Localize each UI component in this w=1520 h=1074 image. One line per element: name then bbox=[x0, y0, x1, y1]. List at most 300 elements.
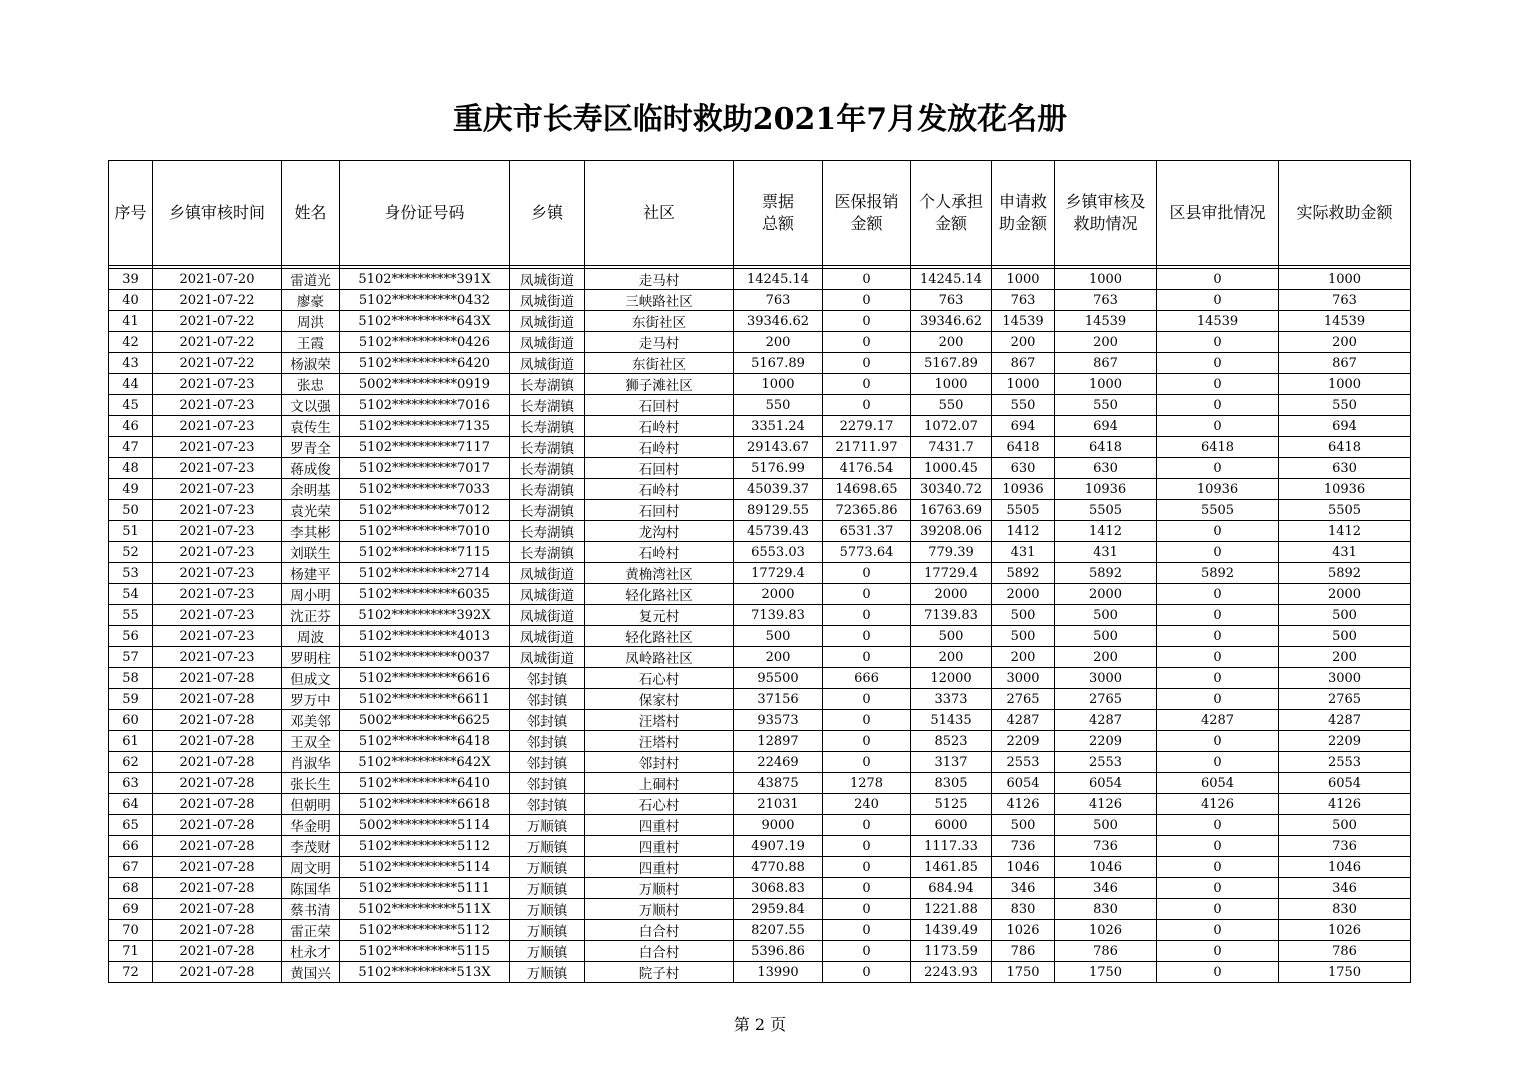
col-index-cell: 58 bbox=[109, 668, 153, 689]
col-personal-borne-cell: 1439.49 bbox=[911, 920, 992, 941]
col-requested-amount-cell: 6054 bbox=[992, 773, 1055, 794]
col-town-cell: 长寿湖镇 bbox=[510, 479, 585, 500]
col-insurance-reimbursed-cell: 0 bbox=[823, 857, 911, 878]
col-requested-amount-cell: 736 bbox=[992, 836, 1055, 857]
col-review-date-cell: 2021-07-28 bbox=[153, 731, 282, 752]
col-review-date-cell: 2021-07-23 bbox=[153, 584, 282, 605]
col-bill-total-cell: 93573 bbox=[734, 710, 823, 731]
col-name-cell: 陈国华 bbox=[282, 878, 340, 899]
col-county-approval-cell: 0 bbox=[1157, 920, 1279, 941]
col-town-cell: 邻封镇 bbox=[510, 668, 585, 689]
col-requested-amount-cell: 10936 bbox=[992, 479, 1055, 500]
col-bill-total-cell: 43875 bbox=[734, 773, 823, 794]
col-bill-total-cell: 29143.67 bbox=[734, 437, 823, 458]
col-insurance-reimbursed-cell: 0 bbox=[823, 710, 911, 731]
col-insurance-reimbursed-cell: 0 bbox=[823, 962, 911, 983]
table-row bbox=[109, 605, 1411, 626]
col-bill-total-cell: 45039.37 bbox=[734, 479, 823, 500]
col-county-approval-cell: 0 bbox=[1157, 353, 1279, 374]
col-actual-amount-cell: 4126 bbox=[1279, 794, 1411, 815]
col-review-date-cell: 2021-07-28 bbox=[153, 920, 282, 941]
table-row bbox=[109, 290, 1411, 311]
col-insurance-reimbursed-cell: 0 bbox=[823, 899, 911, 920]
col-insurance-reimbursed-cell: 0 bbox=[823, 836, 911, 857]
col-town-review-cell: 5892 bbox=[1055, 563, 1157, 584]
col-personal-borne-header: 个人承担 金额 bbox=[911, 161, 992, 266]
col-personal-borne-cell: 3373 bbox=[911, 689, 992, 710]
col-bill-total-cell: 4907.19 bbox=[734, 836, 823, 857]
col-personal-borne-cell: 1173.59 bbox=[911, 941, 992, 962]
col-insurance-reimbursed-cell: 0 bbox=[823, 374, 911, 395]
col-town-review-cell: 14539 bbox=[1055, 311, 1157, 332]
col-bill-total-cell: 2000 bbox=[734, 584, 823, 605]
col-review-date-cell: 2021-07-23 bbox=[153, 542, 282, 563]
col-town-cell: 凤城街道 bbox=[510, 311, 585, 332]
col-community-cell: 石心村 bbox=[585, 794, 734, 815]
col-actual-amount-cell: 431 bbox=[1279, 542, 1411, 563]
col-personal-borne-cell: 7431.7 bbox=[911, 437, 992, 458]
col-review-date-cell: 2021-07-23 bbox=[153, 647, 282, 668]
col-insurance-reimbursed-cell: 0 bbox=[823, 626, 911, 647]
col-insurance-reimbursed-cell: 0 bbox=[823, 332, 911, 353]
col-bill-total-cell: 8207.55 bbox=[734, 920, 823, 941]
col-index-cell: 57 bbox=[109, 647, 153, 668]
table-row bbox=[109, 269, 1411, 290]
col-town-cell: 凤城街道 bbox=[510, 584, 585, 605]
col-county-approval-cell: 5892 bbox=[1157, 563, 1279, 584]
col-town-cell: 万顺镇 bbox=[510, 962, 585, 983]
col-bill-total-cell: 9000 bbox=[734, 815, 823, 836]
col-name-cell: 李其彬 bbox=[282, 521, 340, 542]
col-personal-borne-cell: 779.39 bbox=[911, 542, 992, 563]
col-personal-borne-cell: 1461.85 bbox=[911, 857, 992, 878]
col-county-approval-cell: 0 bbox=[1157, 668, 1279, 689]
col-bill-total-cell: 500 bbox=[734, 626, 823, 647]
col-personal-borne-cell: 6000 bbox=[911, 815, 992, 836]
col-bill-total-cell: 14245.14 bbox=[734, 269, 823, 290]
col-town-cell: 万顺镇 bbox=[510, 878, 585, 899]
table-row bbox=[109, 416, 1411, 437]
col-review-date-cell: 2021-07-23 bbox=[153, 500, 282, 521]
col-town-review-cell: 4287 bbox=[1055, 710, 1157, 731]
col-personal-borne-cell: 8523 bbox=[911, 731, 992, 752]
col-town-review-cell: 4126 bbox=[1055, 794, 1157, 815]
col-insurance-reimbursed-cell: 0 bbox=[823, 563, 911, 584]
col-id-number-cell: 5102**********5114 bbox=[340, 857, 510, 878]
col-town-review-cell: 736 bbox=[1055, 836, 1157, 857]
col-review-date-cell: 2021-07-23 bbox=[153, 626, 282, 647]
col-insurance-reimbursed-cell: 0 bbox=[823, 920, 911, 941]
col-town-review-cell: 630 bbox=[1055, 458, 1157, 479]
col-town-review-cell: 867 bbox=[1055, 353, 1157, 374]
col-county-approval-header: 区县审批情况 bbox=[1157, 161, 1279, 266]
col-town-cell: 邻封镇 bbox=[510, 773, 585, 794]
col-review-date-cell: 2021-07-28 bbox=[153, 668, 282, 689]
col-town-cell: 万顺镇 bbox=[510, 899, 585, 920]
col-id-number-cell: 5102**********6611 bbox=[340, 689, 510, 710]
col-requested-amount-cell: 2553 bbox=[992, 752, 1055, 773]
col-id-number-cell: 5102**********7033 bbox=[340, 479, 510, 500]
col-insurance-reimbursed-cell: 1278 bbox=[823, 773, 911, 794]
col-actual-amount-cell: 200 bbox=[1279, 332, 1411, 353]
col-insurance-reimbursed-cell: 6531.37 bbox=[823, 521, 911, 542]
col-personal-borne-cell: 51435 bbox=[911, 710, 992, 731]
col-insurance-reimbursed-cell: 0 bbox=[823, 689, 911, 710]
col-actual-amount-cell: 1412 bbox=[1279, 521, 1411, 542]
col-index-cell: 52 bbox=[109, 542, 153, 563]
col-name-cell: 但朝明 bbox=[282, 794, 340, 815]
col-town-cell: 凤城街道 bbox=[510, 626, 585, 647]
col-review-date-header: 乡镇审核时间 bbox=[153, 161, 282, 266]
col-town-review-cell: 3000 bbox=[1055, 668, 1157, 689]
col-county-approval-cell: 6054 bbox=[1157, 773, 1279, 794]
col-community-cell: 石岭村 bbox=[585, 437, 734, 458]
col-name-cell: 罗万中 bbox=[282, 689, 340, 710]
col-county-approval-cell: 0 bbox=[1157, 647, 1279, 668]
col-community-cell: 东街社区 bbox=[585, 353, 734, 374]
table-row bbox=[109, 836, 1411, 857]
col-community-cell: 石岭村 bbox=[585, 479, 734, 500]
col-id-number-cell: 5102**********0426 bbox=[340, 332, 510, 353]
col-index-cell: 56 bbox=[109, 626, 153, 647]
table-row bbox=[109, 731, 1411, 752]
col-town-cell: 邻封镇 bbox=[510, 731, 585, 752]
col-actual-amount-cell: 500 bbox=[1279, 815, 1411, 836]
col-index-cell: 41 bbox=[109, 311, 153, 332]
col-bill-total-cell: 1000 bbox=[734, 374, 823, 395]
col-name-cell: 沈正芬 bbox=[282, 605, 340, 626]
col-town-cell: 凤城街道 bbox=[510, 647, 585, 668]
col-actual-amount-cell: 14539 bbox=[1279, 311, 1411, 332]
col-county-approval-cell: 0 bbox=[1157, 731, 1279, 752]
col-town-review-cell: 550 bbox=[1055, 395, 1157, 416]
table-row bbox=[109, 626, 1411, 647]
col-review-date-cell: 2021-07-23 bbox=[153, 416, 282, 437]
col-id-number-cell: 5102**********7115 bbox=[340, 542, 510, 563]
col-name-cell: 周小明 bbox=[282, 584, 340, 605]
col-town-review-cell: 1750 bbox=[1055, 962, 1157, 983]
col-name-cell: 王霞 bbox=[282, 332, 340, 353]
col-personal-borne-cell: 17729.4 bbox=[911, 563, 992, 584]
col-id-number-cell: 5102**********7135 bbox=[340, 416, 510, 437]
col-community-cell: 走马村 bbox=[585, 269, 734, 290]
col-town-cell: 邻封镇 bbox=[510, 752, 585, 773]
col-requested-amount-cell: 763 bbox=[992, 290, 1055, 311]
col-county-approval-cell: 6418 bbox=[1157, 437, 1279, 458]
col-id-number-cell: 5102**********391X bbox=[340, 269, 510, 290]
col-index-cell: 45 bbox=[109, 395, 153, 416]
relief-roster-table bbox=[108, 160, 1411, 983]
col-requested-amount-cell: 694 bbox=[992, 416, 1055, 437]
col-bill-total-cell: 550 bbox=[734, 395, 823, 416]
col-id-number-cell: 5102**********392X bbox=[340, 605, 510, 626]
col-name-cell: 但成文 bbox=[282, 668, 340, 689]
col-index-cell: 70 bbox=[109, 920, 153, 941]
col-requested-amount-cell: 431 bbox=[992, 542, 1055, 563]
table-row bbox=[109, 647, 1411, 668]
col-index-cell: 63 bbox=[109, 773, 153, 794]
col-county-approval-cell: 0 bbox=[1157, 458, 1279, 479]
col-index-cell: 64 bbox=[109, 794, 153, 815]
col-requested-amount-cell: 1412 bbox=[992, 521, 1055, 542]
col-index-cell: 59 bbox=[109, 689, 153, 710]
col-requested-amount-cell: 630 bbox=[992, 458, 1055, 479]
col-county-approval-cell: 0 bbox=[1157, 521, 1279, 542]
col-id-number-cell: 5102**********2714 bbox=[340, 563, 510, 584]
col-community-cell: 四重村 bbox=[585, 857, 734, 878]
col-community-cell: 复元村 bbox=[585, 605, 734, 626]
col-town-review-cell: 2000 bbox=[1055, 584, 1157, 605]
col-bill-total-cell: 3068.83 bbox=[734, 878, 823, 899]
col-name-cell: 罗青全 bbox=[282, 437, 340, 458]
col-id-number-cell: 5102**********7117 bbox=[340, 437, 510, 458]
col-requested-amount-cell: 1046 bbox=[992, 857, 1055, 878]
col-id-number-cell: 5102**********642X bbox=[340, 752, 510, 773]
col-actual-amount-cell: 1750 bbox=[1279, 962, 1411, 983]
col-bill-total-cell: 200 bbox=[734, 332, 823, 353]
col-community-cell: 黄桷湾社区 bbox=[585, 563, 734, 584]
col-community-cell: 石回村 bbox=[585, 395, 734, 416]
table-row bbox=[109, 395, 1411, 416]
col-requested-amount-cell: 2000 bbox=[992, 584, 1055, 605]
col-actual-amount-cell: 1000 bbox=[1279, 374, 1411, 395]
col-id-number-cell: 5102**********4013 bbox=[340, 626, 510, 647]
col-bill-total-cell: 4770.88 bbox=[734, 857, 823, 878]
col-name-cell: 罗明柱 bbox=[282, 647, 340, 668]
col-personal-borne-cell: 1072.07 bbox=[911, 416, 992, 437]
col-town-cell: 长寿湖镇 bbox=[510, 458, 585, 479]
table-row bbox=[109, 962, 1411, 983]
col-community-cell: 上硐村 bbox=[585, 773, 734, 794]
col-id-number-cell: 5102**********6616 bbox=[340, 668, 510, 689]
col-review-date-cell: 2021-07-28 bbox=[153, 878, 282, 899]
col-community-cell: 万顺村 bbox=[585, 899, 734, 920]
col-bill-total-cell: 13990 bbox=[734, 962, 823, 983]
col-town-review-cell: 6054 bbox=[1055, 773, 1157, 794]
col-town-review-cell: 763 bbox=[1055, 290, 1157, 311]
col-actual-amount-cell: 500 bbox=[1279, 626, 1411, 647]
col-index-cell: 42 bbox=[109, 332, 153, 353]
col-personal-borne-cell: 12000 bbox=[911, 668, 992, 689]
col-personal-borne-cell: 2243.93 bbox=[911, 962, 992, 983]
col-id-number-cell: 5002**********0919 bbox=[340, 374, 510, 395]
col-community-cell: 东街社区 bbox=[585, 311, 734, 332]
col-name-cell: 杜永才 bbox=[282, 941, 340, 962]
col-insurance-reimbursed-cell: 0 bbox=[823, 941, 911, 962]
col-town-cell: 万顺镇 bbox=[510, 836, 585, 857]
col-index-cell: 49 bbox=[109, 479, 153, 500]
col-index-cell: 61 bbox=[109, 731, 153, 752]
col-personal-borne-cell: 30340.72 bbox=[911, 479, 992, 500]
col-index-cell: 40 bbox=[109, 290, 153, 311]
col-bill-total-cell: 17729.4 bbox=[734, 563, 823, 584]
col-actual-amount-cell: 2000 bbox=[1279, 584, 1411, 605]
table-row bbox=[109, 899, 1411, 920]
col-county-approval-cell: 0 bbox=[1157, 836, 1279, 857]
col-personal-borne-cell: 1117.33 bbox=[911, 836, 992, 857]
col-id-number-cell: 5102**********511X bbox=[340, 899, 510, 920]
col-town-cell: 长寿湖镇 bbox=[510, 437, 585, 458]
col-town-review-cell: 1000 bbox=[1055, 269, 1157, 290]
col-county-approval-cell: 0 bbox=[1157, 332, 1279, 353]
col-actual-amount-cell: 2209 bbox=[1279, 731, 1411, 752]
col-town-review-cell: 1026 bbox=[1055, 920, 1157, 941]
col-county-approval-cell: 0 bbox=[1157, 374, 1279, 395]
col-county-approval-cell: 14539 bbox=[1157, 311, 1279, 332]
col-town-review-cell: 830 bbox=[1055, 899, 1157, 920]
col-requested-amount-cell: 200 bbox=[992, 332, 1055, 353]
col-bill-total-cell: 22469 bbox=[734, 752, 823, 773]
col-review-date-cell: 2021-07-23 bbox=[153, 563, 282, 584]
col-community-header: 社区 bbox=[585, 161, 734, 266]
col-personal-borne-cell: 2000 bbox=[911, 584, 992, 605]
col-review-date-cell: 2021-07-23 bbox=[153, 479, 282, 500]
col-community-cell: 保家村 bbox=[585, 689, 734, 710]
col-county-approval-cell: 0 bbox=[1157, 290, 1279, 311]
col-town-review-cell: 2553 bbox=[1055, 752, 1157, 773]
col-actual-amount-cell: 200 bbox=[1279, 647, 1411, 668]
col-bill-total-cell: 3351.24 bbox=[734, 416, 823, 437]
col-index-cell: 53 bbox=[109, 563, 153, 584]
col-requested-amount-cell: 5505 bbox=[992, 500, 1055, 521]
col-county-approval-cell: 5505 bbox=[1157, 500, 1279, 521]
col-review-date-cell: 2021-07-28 bbox=[153, 752, 282, 773]
col-town-cell: 凤城街道 bbox=[510, 332, 585, 353]
col-personal-borne-cell: 7139.83 bbox=[911, 605, 992, 626]
col-id-number-cell: 5102**********6410 bbox=[340, 773, 510, 794]
col-bill-total-cell: 39346.62 bbox=[734, 311, 823, 332]
col-town-cell: 凤城街道 bbox=[510, 563, 585, 584]
col-town-cell: 长寿湖镇 bbox=[510, 395, 585, 416]
col-town-review-cell: 200 bbox=[1055, 647, 1157, 668]
col-insurance-reimbursed-cell: 0 bbox=[823, 605, 911, 626]
col-actual-amount-cell: 786 bbox=[1279, 941, 1411, 962]
col-name-cell: 袁光荣 bbox=[282, 500, 340, 521]
col-review-date-cell: 2021-07-23 bbox=[153, 458, 282, 479]
col-index-cell: 65 bbox=[109, 815, 153, 836]
col-review-date-cell: 2021-07-28 bbox=[153, 962, 282, 983]
col-bill-total-cell: 5176.99 bbox=[734, 458, 823, 479]
col-county-approval-cell: 4287 bbox=[1157, 710, 1279, 731]
table-row bbox=[109, 311, 1411, 332]
col-requested-amount-cell: 550 bbox=[992, 395, 1055, 416]
col-review-date-cell: 2021-07-22 bbox=[153, 290, 282, 311]
col-community-cell: 石岭村 bbox=[585, 416, 734, 437]
col-county-approval-cell: 0 bbox=[1157, 857, 1279, 878]
col-requested-amount-cell: 867 bbox=[992, 353, 1055, 374]
col-requested-amount-cell: 346 bbox=[992, 878, 1055, 899]
col-bill-total-cell: 5167.89 bbox=[734, 353, 823, 374]
col-town-review-cell: 500 bbox=[1055, 626, 1157, 647]
col-town-cell: 万顺镇 bbox=[510, 941, 585, 962]
col-review-date-cell: 2021-07-28 bbox=[153, 857, 282, 878]
col-actual-amount-cell: 4287 bbox=[1279, 710, 1411, 731]
table-row bbox=[109, 794, 1411, 815]
table-row bbox=[109, 689, 1411, 710]
col-requested-amount-cell: 3000 bbox=[992, 668, 1055, 689]
col-town-review-cell: 200 bbox=[1055, 332, 1157, 353]
col-index-cell: 67 bbox=[109, 857, 153, 878]
col-requested-amount-cell: 4287 bbox=[992, 710, 1055, 731]
col-insurance-reimbursed-cell: 0 bbox=[823, 395, 911, 416]
col-index-cell: 71 bbox=[109, 941, 153, 962]
table-row bbox=[109, 920, 1411, 941]
page-number: 第 2 页 bbox=[733, 1015, 787, 1034]
col-name-cell: 肖淑华 bbox=[282, 752, 340, 773]
col-id-number-cell: 5102**********7016 bbox=[340, 395, 510, 416]
col-county-approval-cell: 0 bbox=[1157, 878, 1279, 899]
col-community-cell: 轻化路社区 bbox=[585, 626, 734, 647]
col-id-number-cell: 5102**********0432 bbox=[340, 290, 510, 311]
table-row bbox=[109, 941, 1411, 962]
col-community-cell: 石岭村 bbox=[585, 542, 734, 563]
col-actual-amount-cell: 736 bbox=[1279, 836, 1411, 857]
col-requested-amount-cell: 1026 bbox=[992, 920, 1055, 941]
col-name-cell: 华金明 bbox=[282, 815, 340, 836]
col-actual-amount-cell: 5505 bbox=[1279, 500, 1411, 521]
col-actual-amount-cell: 500 bbox=[1279, 605, 1411, 626]
col-personal-borne-cell: 550 bbox=[911, 395, 992, 416]
col-county-approval-cell: 0 bbox=[1157, 605, 1279, 626]
col-name-cell: 周洪 bbox=[282, 311, 340, 332]
col-id-number-cell: 5102**********7010 bbox=[340, 521, 510, 542]
col-town-cell: 凤城街道 bbox=[510, 290, 585, 311]
col-index-cell: 50 bbox=[109, 500, 153, 521]
col-bill-total-cell: 200 bbox=[734, 647, 823, 668]
col-insurance-reimbursed-cell: 5773.64 bbox=[823, 542, 911, 563]
col-county-approval-cell: 0 bbox=[1157, 689, 1279, 710]
col-insurance-reimbursed-cell: 0 bbox=[823, 647, 911, 668]
table-row bbox=[109, 479, 1411, 500]
col-index-cell: 55 bbox=[109, 605, 153, 626]
col-id-number-header: 身份证号码 bbox=[340, 161, 510, 266]
col-id-number-cell: 5002**********5114 bbox=[340, 815, 510, 836]
col-personal-borne-cell: 8305 bbox=[911, 773, 992, 794]
col-county-approval-cell: 0 bbox=[1157, 269, 1279, 290]
col-insurance-reimbursed-cell: 14698.65 bbox=[823, 479, 911, 500]
col-town-cell: 长寿湖镇 bbox=[510, 416, 585, 437]
col-id-number-cell: 5102**********513X bbox=[340, 962, 510, 983]
col-index-cell: 48 bbox=[109, 458, 153, 479]
col-bill-total-cell: 95500 bbox=[734, 668, 823, 689]
col-personal-borne-cell: 200 bbox=[911, 332, 992, 353]
col-requested-amount-cell: 500 bbox=[992, 605, 1055, 626]
table-row bbox=[109, 752, 1411, 773]
col-county-approval-cell: 0 bbox=[1157, 542, 1279, 563]
col-county-approval-cell: 0 bbox=[1157, 395, 1279, 416]
col-county-approval-cell: 0 bbox=[1157, 752, 1279, 773]
col-bill-total-cell: 5396.86 bbox=[734, 941, 823, 962]
col-bill-total-cell: 37156 bbox=[734, 689, 823, 710]
col-review-date-cell: 2021-07-23 bbox=[153, 437, 282, 458]
col-county-approval-cell: 0 bbox=[1157, 416, 1279, 437]
col-requested-amount-cell: 786 bbox=[992, 941, 1055, 962]
col-insurance-reimbursed-cell: 240 bbox=[823, 794, 911, 815]
table-row bbox=[109, 815, 1411, 836]
col-town-review-cell: 786 bbox=[1055, 941, 1157, 962]
col-community-cell: 汪塔村 bbox=[585, 731, 734, 752]
col-actual-amount-cell: 550 bbox=[1279, 395, 1411, 416]
col-id-number-cell: 5002**********6625 bbox=[340, 710, 510, 731]
col-id-number-cell: 5102**********6418 bbox=[340, 731, 510, 752]
col-id-number-cell: 5102**********6035 bbox=[340, 584, 510, 605]
col-actual-amount-cell: 867 bbox=[1279, 353, 1411, 374]
col-town-review-cell: 1000 bbox=[1055, 374, 1157, 395]
table-row bbox=[109, 878, 1411, 899]
col-community-cell: 石回村 bbox=[585, 500, 734, 521]
col-name-cell: 蔡书清 bbox=[282, 899, 340, 920]
col-town-cell: 邻封镇 bbox=[510, 710, 585, 731]
